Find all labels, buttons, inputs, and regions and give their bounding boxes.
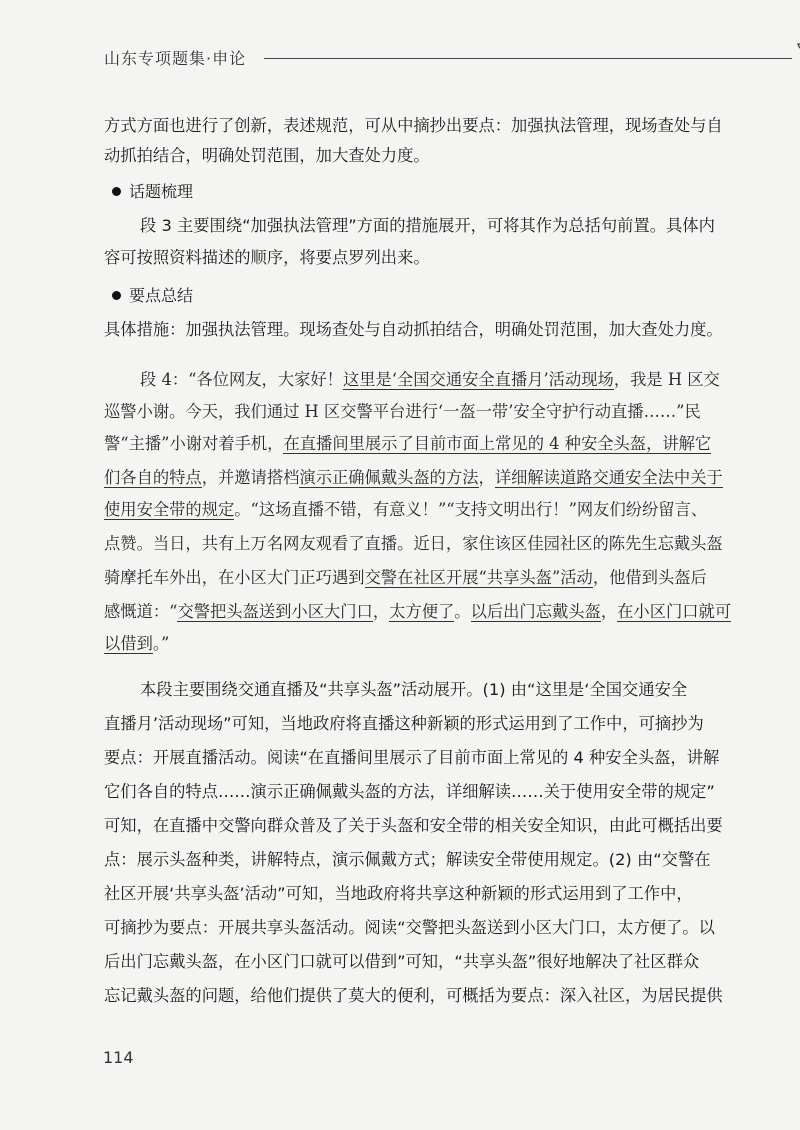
text-line: 社区开展‘共享头盔’活动”可知，当地政府将共享这种新颖的形式运用到了工作中，: [104, 884, 693, 903]
quote-line: [104, 432, 712, 456]
bullet-icon: [112, 291, 121, 300]
text-line: 它们各自的特点……演示正确佩戴头盔的方法，详细解读……关于使用安全带的规定”: [104, 782, 715, 801]
bullet-icon: [112, 187, 121, 196]
underlined-text: 交警把头盔送到小区大门口: [177, 602, 373, 621]
quote-line: [140, 368, 720, 392]
header-title: 山东专项题集·申论: [104, 49, 247, 68]
underlined-text: 们各自的特点: [104, 468, 202, 487]
section-heading-summary: [112, 284, 193, 308]
quote-line: [104, 632, 708, 656]
heading-label: 要点总结: [129, 286, 194, 305]
underlined-text: 使用安全带的规定: [104, 500, 235, 519]
text-line: 方式方面也进行了创新，表述规范，可从中摘抄出要点：加强执法管理，现场查处与自: [104, 116, 723, 135]
text-line: 后出门忘戴头盔，在小区门口就可以借到”可知，“共享头盔”很好地解决了社区群众: [104, 952, 700, 971]
text-span: ，他借到头盔后: [592, 568, 707, 587]
text-span: 。: [454, 602, 471, 621]
quote-line: [104, 498, 708, 522]
quote-line: [104, 600, 732, 624]
text-line: 点：展示头盔种类，讲解特点，演示佩戴方式；解读安全带使用规定。(2) 由“交警在: [104, 850, 711, 869]
quote-line: 点赞。当日，共有上万名网友观看了直播。近日，家住该区佳园社区的陈先生忘戴头盔: [104, 534, 723, 553]
quote-line: [104, 466, 723, 490]
text-span: 骑摩托车外出，在小区大门正巧遇到: [104, 568, 365, 587]
text-line: 可知，在直播中交警向群众普及了关于头盔和安全带的相关安全知识，由此可概括出要: [104, 816, 723, 835]
underlined-text: 交警在社区开展“共享头盔”活动: [364, 568, 593, 587]
text-span: ，我是 H 区交: [613, 370, 720, 389]
text-span: ，: [372, 602, 390, 621]
header-rule: [264, 58, 792, 59]
heading-label: 话题梳理: [129, 182, 194, 201]
page-number: 114: [103, 1048, 134, 1067]
text-line: 可摘抄为要点：开展共享头盔活动。阅读“交警把头盔送到小区大门口，太方便了。以: [104, 918, 715, 937]
text-span: ，并邀请搭档: [201, 468, 300, 487]
text-span: ，: [478, 468, 495, 487]
underlined-text: 演示正确佩戴头盔的方法: [299, 468, 479, 487]
underlined-text: 以后出门忘戴头盔: [470, 602, 601, 621]
text-span: 警“主播”小谢对着手机，: [104, 434, 284, 453]
underlined-text: 太方便了: [389, 602, 455, 621]
underlined-text: 在直播间里展示了目前市面上常见的 4 种安全头盔，讲解它: [283, 434, 712, 453]
running-header: [104, 40, 724, 70]
sprout-icon: [794, 42, 800, 68]
quote-line: [104, 566, 708, 590]
text-line: 动抓拍结合，明确处罚范围，加大查处力度。: [104, 146, 430, 165]
text-span: 感慨道：“: [104, 602, 178, 621]
text-span: 。“这场直播不错，有意义！”“支持文明出行！”网友们纷纷留言、: [234, 500, 708, 519]
text-line: 本段主要围绕交通直播及“共享头盔”活动展开。(1) 由“这里是‘全国交通安全: [140, 680, 688, 699]
text-span: 段 4：“各位网友，大家好！: [140, 370, 343, 389]
underlined-text: 这里是‘全国交通安全直播月’活动现场: [342, 370, 614, 389]
text-line: 容可按照资料描述的顺序，将要点罗列出来。: [104, 248, 430, 267]
underlined-text: 详细解读道路交通安全法中关于: [494, 468, 723, 487]
text-span: 。”: [152, 634, 170, 653]
text-line: 段 3 主要围绕“加强执法管理”方面的措施展开，可将其作为总括句前置。具体内: [140, 216, 715, 235]
section-heading-topic: [112, 180, 193, 204]
quote-line: 巡警小谢。今天，我们通过 H 区交警平台进行‘一盔一带’安全守护行动直播……”民: [104, 402, 701, 421]
underlined-text: 在小区门口就可: [617, 602, 732, 621]
underlined-text: 以借到: [104, 634, 153, 653]
text-span: ，: [600, 602, 618, 621]
text-line: 要点：开展直播活动。阅读“在直播间里展示了目前市面上常见的 4 种安全头盔，讲解: [104, 748, 720, 767]
text-line: 直播月’活动现场”可知，当地政府将直播这种新颖的形式运用到了工作中，可摘抄为: [104, 714, 704, 733]
text-line: 忘记戴头盔的问题，给他们提供了莫大的便利，可概括为要点：深入社区，为居民提供: [104, 986, 723, 1005]
summary-line: 具体措施：加强执法管理。现场查处与自动抓拍结合，明确处罚范围，加大查处力度。: [104, 320, 723, 339]
